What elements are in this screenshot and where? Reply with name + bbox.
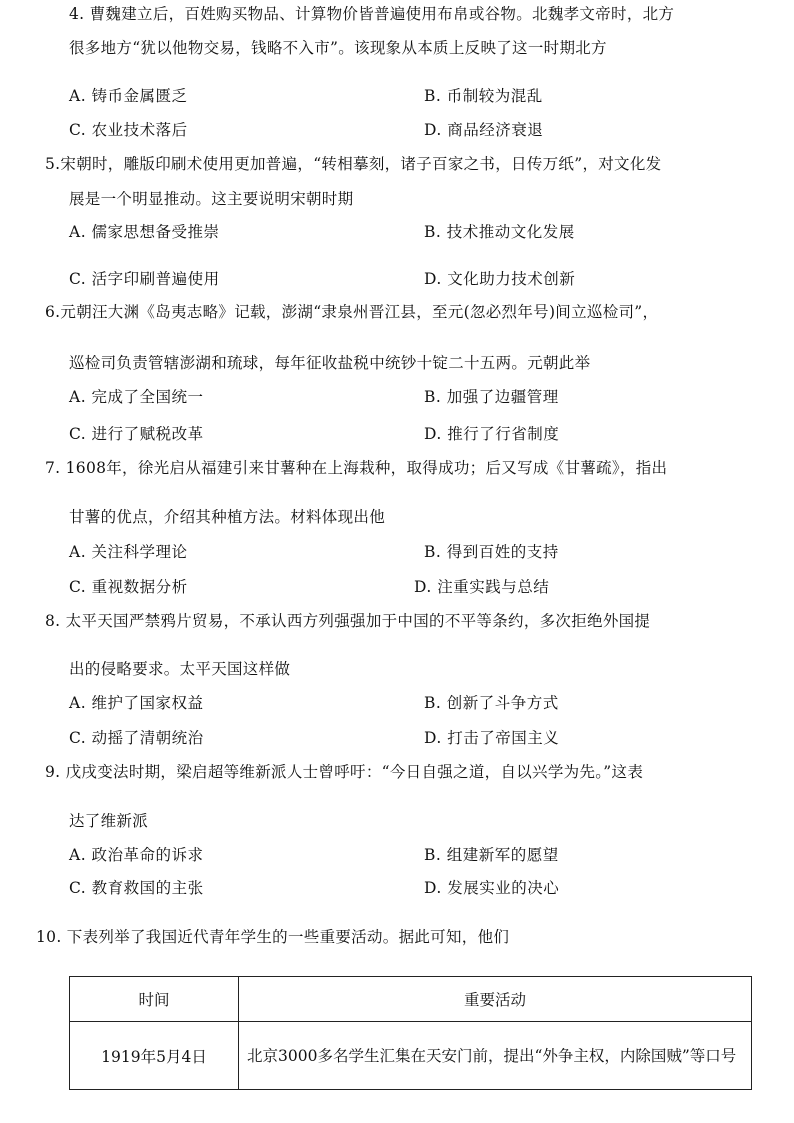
activities-table: [69, 976, 752, 1090]
question-9-option-b: B. 组建新军的愿望: [424, 846, 559, 864]
question-4-option-d: D. 商品经济衰退: [424, 121, 544, 139]
table-header-row: [70, 977, 752, 1022]
question-8-option-d: D. 打击了帝国主义: [424, 729, 560, 747]
question-6-stem-line-1: 6.元朝汪大渊《岛夷志略》记载，澎湖“隶泉州晋江县，至元(忽必烈年号)间立巡检司”，: [45, 303, 659, 321]
question-7-option-a: A. 关注科学理论: [69, 543, 188, 561]
table-cell-time: 1919年5月4日: [70, 1022, 239, 1090]
question-9-option-c: C. 教育救国的主张: [69, 879, 204, 897]
table-cell-activity: 北京3000多名学生汇集在天安门前，提出“外争主权，内除国贼”等口号: [239, 1022, 752, 1090]
table-header-activity: 重要活动: [239, 977, 752, 1022]
question-9-option-a: A. 政治革命的诉求: [69, 846, 204, 864]
question-6-option-d: D. 推行了行省制度: [424, 425, 560, 443]
question-7-option-b: B. 得到百姓的支持: [424, 543, 559, 561]
question-4-stem-line-2: 很多地方“犹以他物交易，钱略不入市”。该现象从本质上反映了这一时期北方: [69, 39, 607, 57]
question-10-stem: 10. 下表列举了我国近代青年学生的一些重要活动。据此可知，他们: [36, 928, 510, 946]
question-4-option-a: A. 铸币金属匮乏: [69, 87, 188, 105]
table-header-time: 时间: [70, 977, 239, 1022]
question-5-option-b: B. 技术推动文化发展: [424, 223, 575, 241]
question-5-option-c: C. 活字印刷普遍使用: [69, 270, 220, 288]
question-8-option-c: C. 动摇了清朝统治: [69, 729, 204, 747]
question-7-stem-line-1: 7. 1608年，徐光启从福建引来甘薯种在上海栽种，取得成功；后又写成《甘薯疏》，指出: [45, 459, 668, 477]
question-6-option-a: A. 完成了全国统一: [69, 388, 204, 406]
question-6-option-c: C. 进行了赋税改革: [69, 425, 204, 443]
question-4-option-b: B. 币制较为混乱: [424, 87, 543, 105]
question-9-option-d: D. 发展实业的决心: [424, 879, 560, 897]
question-8-option-a: A. 维护了国家权益: [69, 694, 204, 712]
question-7-stem-line-2: 甘薯的优点，介绍其种植方法。材料体现出他: [69, 508, 386, 526]
question-8-option-b: B. 创新了斗争方式: [424, 694, 559, 712]
question-4-option-c: C. 农业技术落后: [69, 121, 188, 139]
question-6-stem-line-2: 巡检司负责管辖澎湖和琉球，每年征收盐税中统钞十锭二十五两。元朝此举: [69, 354, 591, 372]
question-7-option-d: D. 注重实践与总结: [414, 578, 550, 596]
question-9-stem-line-2: 达了维新派: [69, 812, 149, 830]
question-5-option-a: A. 儒家思想备受推崇: [69, 223, 220, 241]
question-5-option-d: D. 文化助力技术创新: [424, 270, 576, 288]
question-8-stem-line-1: 8. 太平天国严禁鸦片贸易，不承认西方列强强加于中国的不平等条约，多次拒绝外国提: [45, 612, 651, 630]
question-9-stem-line-1: 9. 戊戌变法时期，梁启超等维新派人士曾呼吁：“今日自强之道，自以兴学为先。”这表: [45, 763, 644, 781]
question-5-stem-line-1: 5.宋朝时，雕版印刷术使用更加普遍，“转相摹刻，诸子百家之书，日传万纸”，对文化发: [45, 155, 662, 173]
question-4-stem-line-1: 4. 曹魏建立后，百姓购买物品、计算物价皆普遍使用布帛或谷物。北魏孝文帝时，北方: [69, 5, 675, 23]
question-8-stem-line-2: 出的侵略要求。太平天国这样做: [69, 660, 291, 678]
table-row: [70, 1022, 752, 1090]
question-7-option-c: C. 重视数据分析: [69, 578, 188, 596]
question-6-option-b: B. 加强了边疆管理: [424, 388, 559, 406]
question-5-stem-line-2: 展是一个明显推动。这主要说明宋朝时期: [69, 190, 354, 208]
